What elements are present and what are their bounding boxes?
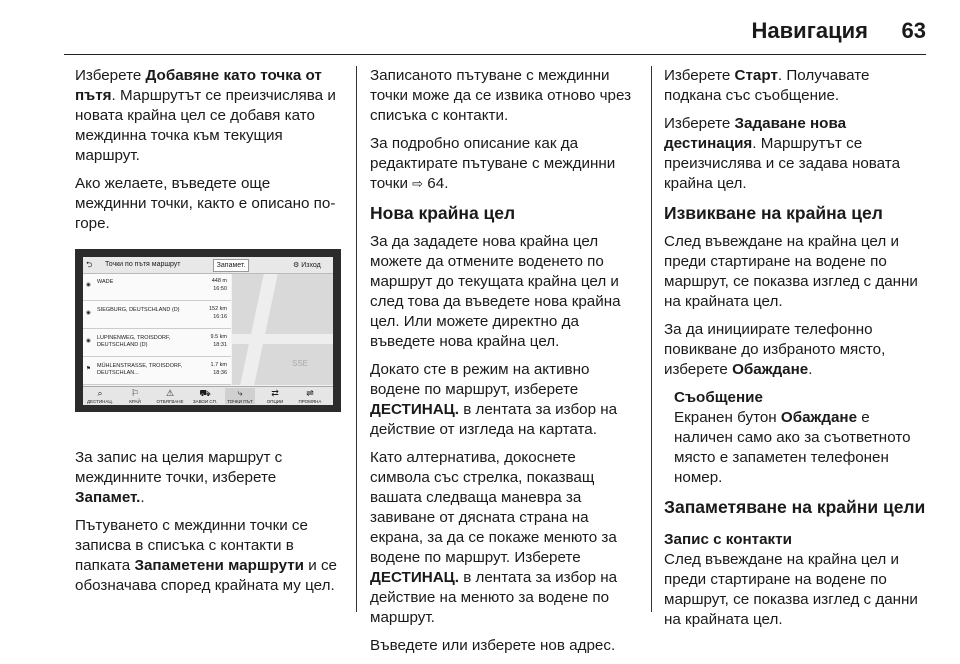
list-item	[83, 330, 231, 357]
screen-title: Точки по пътя маршрут	[105, 261, 181, 268]
waypoint-meta: 448 m 16:50	[211, 278, 227, 292]
waypoint-meta: 1.7 km 18:36	[210, 362, 227, 376]
save-button: Запамет.	[213, 259, 249, 272]
paragraph: Изберете Старт. Получавате подкана със съобщение.	[664, 67, 870, 104]
waypoint-name: SIEGBURG, DEUTSCHLAND (D)	[97, 307, 180, 313]
screen-top-bar	[83, 257, 333, 274]
page-reference-arrow-icon: ⇨	[412, 176, 424, 191]
column-1	[75, 66, 343, 242]
paragraph: Изберете Задаване нова дестинация. Маршрутът се преизчислява и се задава новата крайна цел.	[664, 115, 901, 192]
paragraph: За да инициирате телефонно повикване до избраното място, изберете Обаждане.	[664, 321, 886, 378]
paragraph: Въведете или изберете нов адрес.	[370, 637, 616, 654]
action-turn-list: ⛟ ЗАВОИ СП.	[190, 388, 220, 404]
waypoint-meta: 9.5 km 18:31	[210, 334, 227, 348]
paragraph: След въвеждане на крайна цел и преди стартиране на водене по маршрут, се показва изглед с данни на крайната цел.	[664, 233, 918, 310]
map-road	[240, 274, 278, 385]
waypoint-meta: 152 km 16:16	[208, 306, 227, 320]
paragraph: За да зададете нова крайна цел можете да отмените воденето по маршрут до текущата крайна цел и след това да въведете нова крайна цел. Или можете директно да въведете нова крайна цел.	[370, 233, 621, 350]
section-heading: Запаметяване на крайни цели	[664, 497, 926, 517]
paragraph: За запис на целия маршрут с междинните точки, изберете Запамет..	[75, 449, 283, 506]
section-heading: Извикване на крайна цел	[664, 203, 883, 223]
action-waypoints: ⤷ ТОЧКИ ПЪТ	[225, 388, 255, 404]
search-icon: ⌕	[97, 388, 103, 398]
action-bar	[83, 386, 333, 405]
action-avoid: ⚠ ОТБЯГВАНЕ	[156, 388, 184, 404]
back-arrow-icon: ⮌	[86, 260, 93, 269]
waypoint-icon: ◉	[86, 282, 91, 288]
paragraph: Записаното пътуване с междинни точки може да се извика отново чрез списъка с контакти.	[370, 67, 632, 124]
action-end: ⚐ КРАЙ	[120, 388, 150, 404]
note-box	[674, 388, 928, 488]
subsection-heading: Запис с контакти	[664, 531, 792, 548]
list-icon: ⛟	[199, 388, 211, 398]
infotainment-screen	[83, 257, 333, 405]
note-title: Съобщение	[674, 389, 763, 406]
page-header-title: Навигация	[751, 18, 868, 43]
waypoint-name: LUPINENWEG, TROISDORF, DEUTSCHLAND (D)	[97, 335, 171, 348]
paragraph: Пътуването с междинни точки се записва в списъка с контакти в папката Запаметени маршрути и се обозначава според крайната му цел.	[75, 517, 337, 594]
waypoints-screenshot	[75, 249, 341, 412]
paragraph: Като алтернатива, докоснете символа със стрелка, показващ вашата следваща маневра за завиване от дясната страна на екрана, за да се покаже менюто за водене по маршрут. Изберете ДЕСТИНАЦ. в лентата за избор на действие на менюто за водене по маршрут.	[370, 449, 618, 626]
map-view	[232, 274, 333, 385]
page-number: 63	[901, 18, 926, 43]
waypoint-icon: ◉	[86, 310, 91, 316]
note-text: Екранен бутон Обаждане е наличен само ако за съответното място е запаметен телефонен номер.	[674, 409, 911, 486]
action-change: ⇌ ПРОМЯНА	[295, 388, 325, 404]
paragraph: За подробно описание как да редактирате пътуване с междинни точки ⇨ 64.	[370, 135, 616, 192]
paragraph: Докато сте в режим на активно водене по маршрут, изберете ДЕСТИНАЦ. в лентата за избор на действие от изгледа на картата.	[370, 361, 618, 438]
destination-flag-icon: ⚑	[86, 366, 91, 372]
action-destination: ⌕ ДЕСТИНАЦ.	[85, 388, 115, 404]
column-1-lower	[75, 448, 343, 604]
paragraph: Ако желаете, въведете още междинни точки, както е описано по-горе.	[75, 175, 336, 232]
waypoint-name: WADE	[97, 279, 114, 285]
options-icon: ⇄	[271, 388, 279, 398]
list-item	[83, 358, 231, 385]
swap-icon: ⇌	[306, 388, 314, 398]
paragraph: След въвеждане на крайна цел и преди стартиране на водене по маршрут, се показва изглед с данни на крайната цел.	[664, 551, 918, 628]
list-item	[83, 274, 231, 301]
waypoint-list	[83, 274, 231, 385]
column-3	[664, 66, 928, 638]
paragraph: Изберете Добавяне като точка от пътя. Маршрутът се преизчислява и новата крайна цел се добавя като междинна точка към текущия маршрут.	[75, 67, 336, 164]
exit-button: ⚙ Изход	[293, 262, 321, 269]
waypoint-icon: ◉	[86, 338, 91, 344]
waypoint-name: MÜHLENSTRASSE, TROISDORF, DEUTSCHLAN...	[97, 363, 183, 376]
warning-icon: ⚠	[165, 388, 175, 398]
map-label: SSE	[292, 359, 309, 368]
column-divider-2	[651, 66, 652, 612]
column-divider-1	[356, 66, 357, 612]
action-options: ⇄ ОПЦИИ	[260, 388, 290, 404]
list-item	[83, 302, 231, 329]
map-road	[232, 334, 333, 344]
section-heading: Нова крайна цел	[370, 203, 516, 223]
column-2	[370, 66, 632, 664]
header-rule	[64, 54, 926, 55]
route-icon: ⤷	[237, 388, 243, 398]
flag-icon: ⚐	[130, 388, 140, 398]
